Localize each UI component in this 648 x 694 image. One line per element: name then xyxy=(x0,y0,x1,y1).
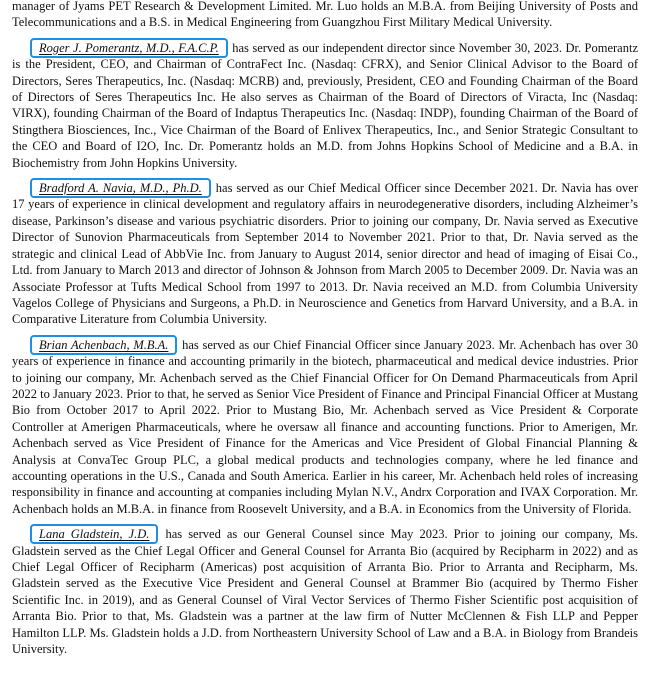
bio-paragraph-navia xyxy=(12,180,638,328)
bio-text-achenbach: has served as our Chief Financial Officer since January 2023. Mr. Achenbach has over 30 years of experience in finance and accounting primarily in the biotech, pharmaceutical and medical device industries. Prior to joining our company, Mr. Achenbach served as the Chief Financial Officer for On Demand Pharmaceuticals from April 2022 to January 2023. Prior to that, he served as Senior Vice President of Finance and Principal Financial Officer at Mustang Bio from October 2017 to April 2022. Prior to Mustang Bio, Mr. Achenbach served as Vice President & Corporate Controller at Amerigen Pharmaceuticals, where he oversaw all finance and accounting functions. Prior to Amerigen, Mr. Achenbach served as Vice President of Finance for the Americas and Vice President of Global Financial Planning & Analysis at ConvaTec Group PLC, a global medical products and technologies company, where he led finance and accounting operations in the U.S., Canada and South America. Earlier in his career, Mr. Achenbach held roles of increasing responsibility in finance and accounting at companies including Mylan N.V., Andrx Corporation and IVAX Corporation. Mr. Achenbach holds an M.B.A. in finance from Roosevelt University, and a B.A. in Economics from the University of Florida. xyxy=(12,337,638,516)
bio-text-navia: has served as our Chief Medical Officer since December 2021. Dr. Navia has over 17 years of experience in clinical development and regulatory affairs in neurodegenerative disorders, including Alzheimer’s disease, Parkinson’s disease and various psychiatric disorders. Prior to joining our company, Dr. Navia served as Executive Director of Sunovion Pharmaceuticals from September 2014 to November 2021. Prior to that, Dr. Navia served as the strategic and clinical Lead of AbbVie Inc. from January to August 2014, senior director and head of imaging of Eisai Co., Ltd. from January to March 2013 and director of Johnson & Johnson from March 2005 to December 2009. Dr. Navia was an Associate Professor at Tufts Medical School from 1997 to 2013. Dr. Navia received an M.D. from Columbia University Vagelos College of Physicians and Surgeons, a Ph.D. in Neuroscience and Genetics from Harvard University, and a B.A. in Comparative Literature from Columbia University. xyxy=(12,181,638,327)
highlighted-name-pomerantz: Roger J. Pomerantz, M.D., F.A.C.P. xyxy=(30,38,228,58)
bio-paragraph-pomerantz xyxy=(12,40,638,171)
bio-text-gladstein: has served as our General Counsel since May 2023. Prior to joining our company, Ms. Gladstein served as the Chief Legal Officer and General Counsel for Arranta Bio (acquired by Recipharm in 2022) and as Chief Legal Officer of Recipharm (Americas) post acquisition of Arranta Bio. Prior to Arranta and Recipharm, Ms. Gladstein served as the Executive Vice President and General Counsel at Brammer Bio (acquired by Thermo Fisher Scientific Inc. in 2019), and as General Counsel of Viral Vector Services of Thermo Fisher Scientific post acquisition of Arranta Bio. Prior to that, Ms. Gladstein was a partner at the law firm of Nutter McClennen & Fish LLP and Pepper Hamilton LLP. Ms. Gladstein holds a J.D. from Northeastern University School of Law and a B.A. in Biology from Brandeis University. xyxy=(12,527,639,657)
highlighted-name-achenbach: Brian Achenbach, M.B.A. xyxy=(30,335,177,355)
bio-paragraph-gladstein xyxy=(12,526,638,657)
intro-paragraph: manager of Jyams PET Research & Development Limited. Mr. Luo holds an M.B.A. from Beijing University of Posts and Telecommunications and a B.S. in Medical Engineering from Guangzhou First Military Medical University. xyxy=(12,0,638,30)
highlighted-name-gladstein: Lana Gladstein, J.D. xyxy=(30,524,158,544)
bio-text-pomerantz: has served as our independent director since November 30, 2023. Dr. Pomerantz is the President, CEO, and Chairman of ContraFect Inc. (Nasdaq: CFRX), and Senior Clinical Advisor to the Board of Directors, Seres Therapeutics, Inc. (Nasdaq: MCRB) and, previously, President, CEO and Founding Chairman of the Board of Directors of Seres Therapeutics Inc. He also serves as Chairman of the Board of Directors of Viracta, Inc (Nasdaq: VIRX), founding Chairman of the Board of Indaptus Therapeutics Inc. (Nasdaq: INDP), founding Chairman of the Board of Stingthera Biosciences, Inc., Vice Chairman of the Board of Enlivex Therapeutics, Inc., and Senior Strategic Consultant to the CEO and Board of I2O, Inc. Dr. Pomerantz holds an M.D. from Johns Hopkins School of Medicine and a B.A. in Biochemistry from John Hopkins University. xyxy=(12,40,638,170)
bio-paragraph-achenbach xyxy=(12,337,638,517)
highlighted-name-navia: Bradford A. Navia, M.D., Ph.D. xyxy=(30,178,211,198)
